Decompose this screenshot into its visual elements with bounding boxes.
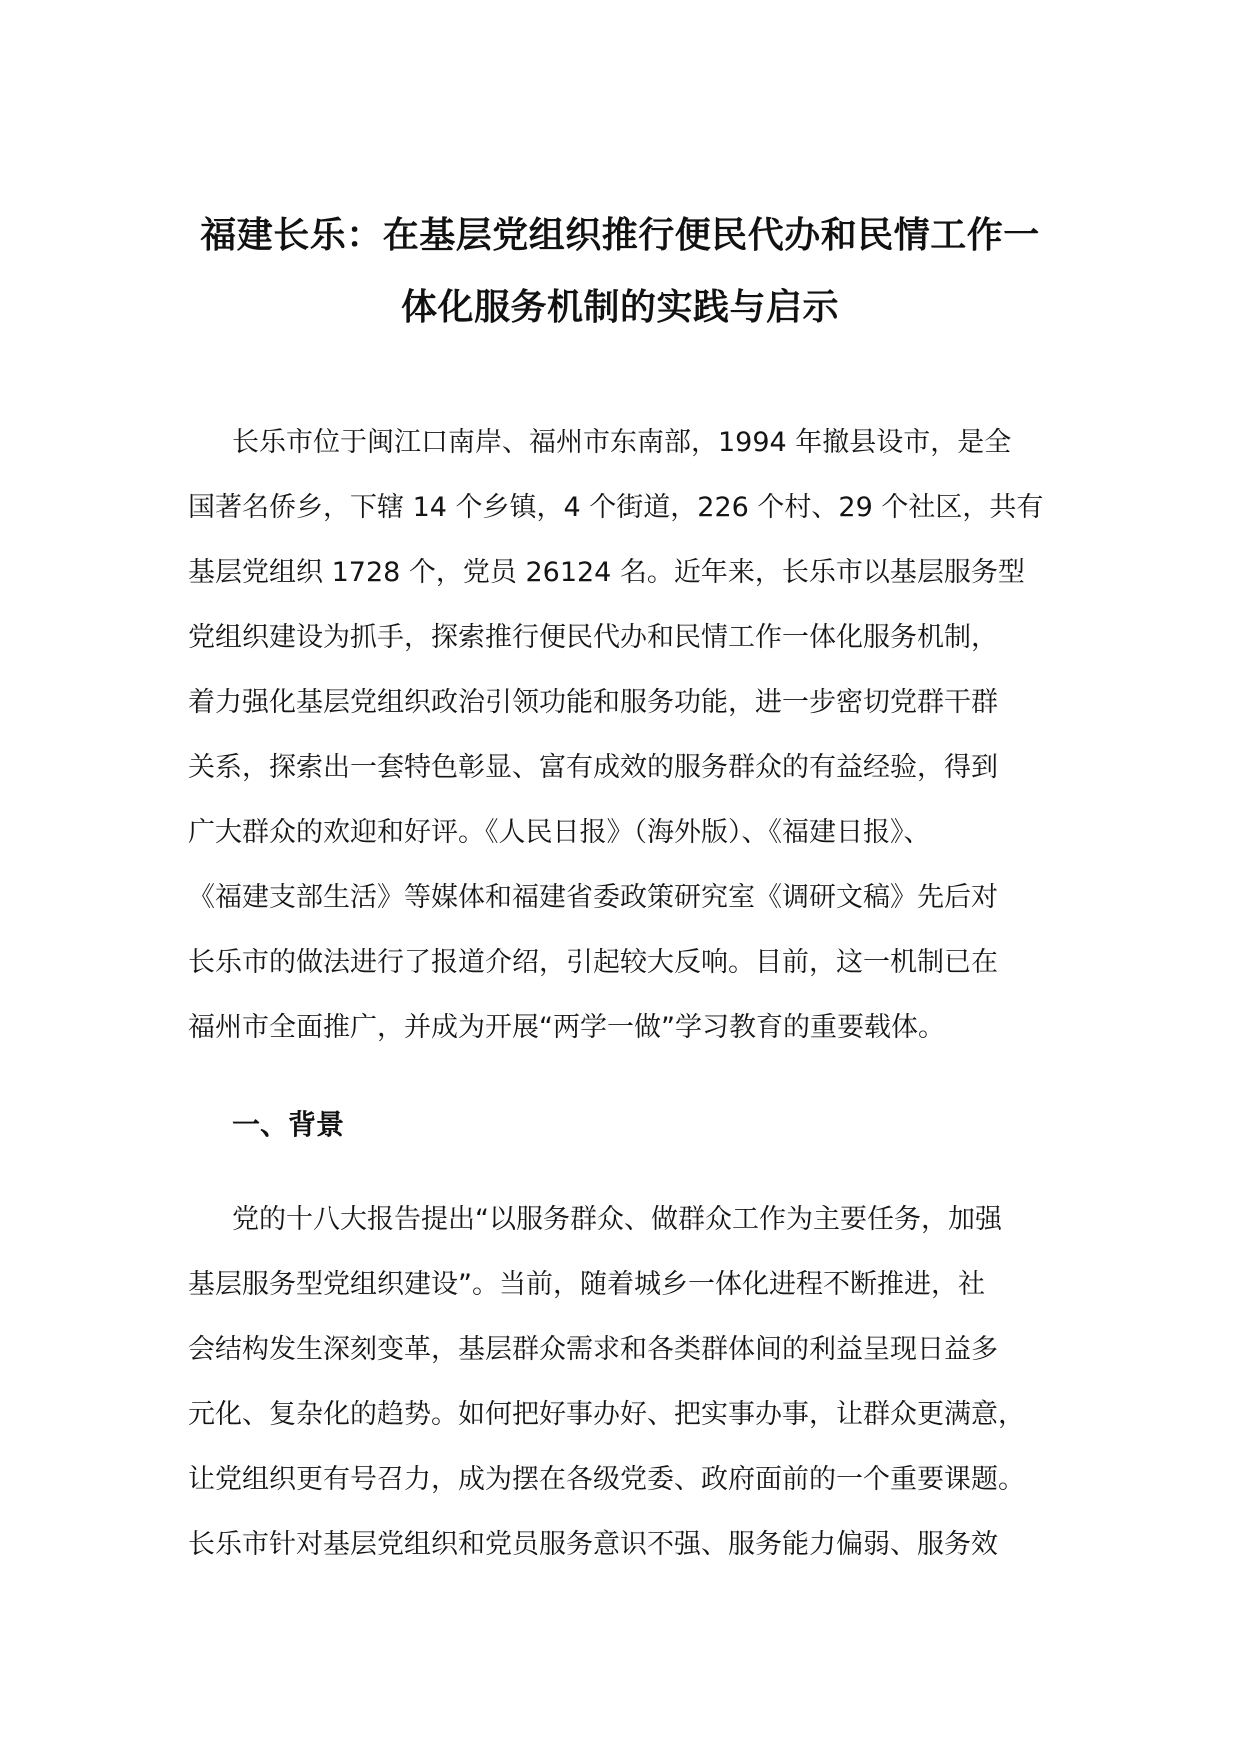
paragraph-line: 广大群众的欢迎和好评。《人民日报》（海外版）、《福建日报》、 (188, 817, 931, 848)
paragraph-line: 《福建支部生活》等媒体和福建省委政策研究室《调研文稿》先后对 (188, 882, 998, 913)
paragraph-line: 元化、复杂化的趋势。如何把好事办好、把实事办事，让群众更满意， (188, 1399, 1025, 1430)
paragraph-line: 基层党组织 1728 个，党员 26124 名。近年来，长乐市以基层服务型 (188, 557, 1025, 588)
paragraph-line: 国著名侨乡，下辖 14 个乡镇，4 个街道，226 个村、29 个社区，共有 (188, 492, 1044, 523)
paragraph-line: 党组织建设为抓手，探索推行便民代办和民情工作一体化服务机制， (188, 622, 998, 653)
paragraph-line: 基层服务型党组织建设”。当前，随着城乡一体化进程不断推进，社 (188, 1269, 985, 1300)
paragraph-line: 长乐市的做法进行了报道介绍，引起较大反响。目前，这一机制已在 (188, 947, 998, 978)
paragraph-line: 会结构发生深刻变革，基层群众需求和各类群体间的利益呈现日益多 (188, 1334, 998, 1365)
title-line: 体化服务机制的实践与启示 (400, 287, 839, 328)
paragraph-line: 着力强化基层党组织政治引领功能和服务功能，进一步密切党群干群 (188, 687, 998, 718)
document-title (180, 200, 1060, 344)
paragraph-line: 关系，探索出一套特色彰显、富有成效的服务群众的有益经验，得到 (188, 752, 998, 783)
background-paragraph (188, 1187, 1068, 1577)
section-heading: 一、背景 (232, 1108, 345, 1141)
paragraph-line: 长乐市位于闽江口南岸、福州市东南部，1994 年撤县设市，是全 (232, 427, 1012, 458)
title-line: 福建长乐：在基层党组织推行便民代办和民情工作一 (200, 215, 1040, 256)
paragraph-line: 福州市全面推广，并成为开展“两学一做”学习教育的重要载体。 (188, 1012, 945, 1043)
intro-paragraph (188, 410, 1068, 1060)
paragraph-line: 让党组织更有号召力，成为摆在各级党委、政府面前的一个重要课题。 (188, 1464, 1025, 1495)
paragraph-line: 长乐市针对基层党组织和党员服务意识不强、服务能力偏弱、服务效 (188, 1529, 998, 1560)
paragraph-line: 党的十八大报告提出“以服务群众、做群众工作为主要任务，加强 (232, 1204, 1002, 1235)
